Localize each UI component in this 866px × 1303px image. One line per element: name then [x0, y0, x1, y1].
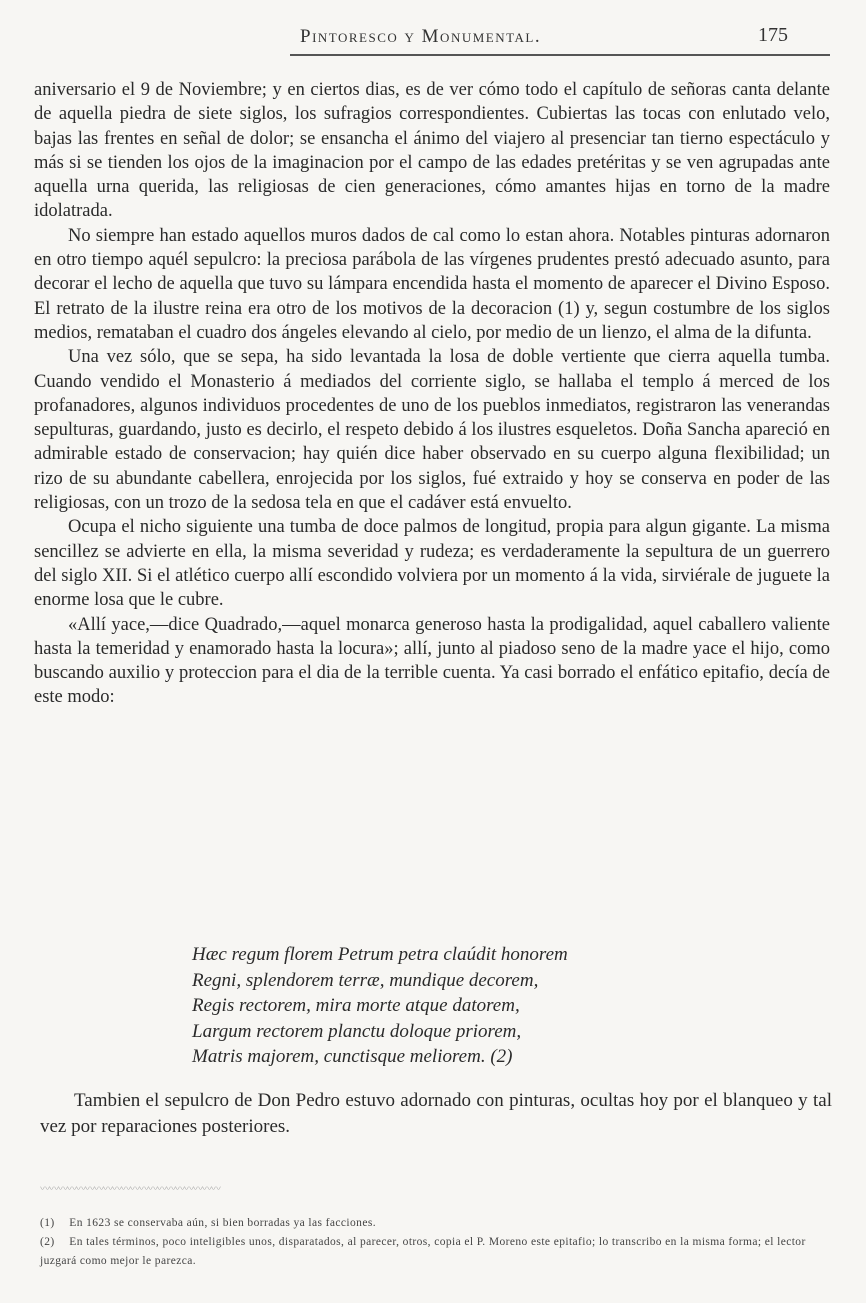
footnote-mark: (1) — [40, 1217, 55, 1229]
paragraph: «Allí yace,—dice Quadrado,—aquel monarca generoso hasta la prodigalidad, aquel caballero valiente hasta la temeridad y enamorado hasta la locura»; allí, junto al piadoso seno de la madre yace el hijo, como buscando auxilio y proteccion para el dia de la terrible cuenta. Ya casi borrado el enfático epitafio, decía de este modo: — [34, 614, 830, 708]
footnote-text: En 1623 se conservaba aún, si bien borradas ya las facciones. — [69, 1217, 376, 1229]
closing-text — [40, 1088, 832, 1140]
epitaph-verse — [192, 942, 752, 1070]
page-header — [0, 22, 866, 62]
header-rule — [290, 54, 830, 56]
verse-line: Regis rectorem, mira morte atque datorem, — [192, 995, 520, 1016]
page-number: 175 — [758, 24, 788, 46]
footnote-text: En tales términos, poco inteligibles unos, disparatados, al parecer, otros, copia el P. Moreno este epitafio; lo transcribo en la misma forma; el lector juzgará como mejor le parezca. — [40, 1236, 806, 1267]
footnotes — [40, 1214, 832, 1271]
footnote — [40, 1233, 832, 1271]
footnote-mark: (2) — [40, 1236, 55, 1248]
paragraph: Una vez sólo, que se sepa, ha sido levantada la losa de doble vertiente que cierra aquella tumba. Cuando vendido el Monasterio á mediados del corriente siglo, se hallaba el templo á merced de los profanadores, algunos individuos procedentes de uno de los pueblos inmediatos, registraron las venerandas sepulturas, guardando, justo es decirlo, el respeto debido á los ilustres esqueletos. Doña Sancha apareció en admirable estado de conservacion; hay quién dice haber observado en su cuerpo alguna flexibilidad; un rizo de su abundante cabellera, enrojecida por los siglos, fué extraido y hoy se conserva en poder de las religiosas, con un trozo de la sedosa tela en que el cadáver está envuelto. — [34, 347, 830, 514]
verse-line: Regni, splendorem terræ, mundique decorem, — [192, 969, 539, 991]
paragraph: Tambien el sepulcro de Don Pedro estuvo adornado con pinturas, ocultas hoy por el blanqueo y tal vez por reparaciones posteriores. — [40, 1090, 832, 1137]
running-title: Pintoresco y Monumental. — [300, 26, 542, 47]
footnote — [40, 1214, 832, 1233]
verse-line: Largum rectorem planctu doloque priorem, — [192, 1020, 522, 1042]
footnote-separator: 〰〰〰〰〰〰〰〰〰〰〰〰〰〰〰〰〰〰〰〰 — [40, 1184, 220, 1190]
verse-line: Matris majorem, cunctisque meliorem. (2) — [192, 1046, 513, 1067]
verse-line: Hæc regum florem Petrum petra claúdit honorem — [192, 944, 568, 965]
paragraph: Ocupa el nicho siguiente una tumba de doce palmos de longitud, propia para algun gigante. La misma sencillez se advierte en ella, la misma severidad y rudeza; es verdaderamente la sepultura de un guerrero del siglo XII. Si el atlético cuerpo allí escondido volviera por un momento á la vida, sirviérale de juguete la enorme losa que le cubre. — [34, 517, 830, 611]
main-text — [34, 78, 830, 710]
paragraph: aniversario el 9 de Noviembre; y en ciertos dias, es de ver cómo todo el capítulo de señoras canta delante de aquella piedra de siete siglos, los sufragios correspondientes. Cubiertas las tocas con enlutado velo, bajas las frentes en señal de dolor; se ensancha el ánimo del viajero al presenciar tan tierno espectáculo y más si se tienden los ojos de la imaginacion por el campo de las edades pretéritas y se ven agrupadas ante aquella urna querida, las religiosas de cien generaciones, cómo amantes hijas en torno de la madre idolatrada. — [34, 80, 830, 222]
paragraph: No siempre han estado aquellos muros dados de cal como lo estan ahora. Notables pinturas adornaron en otro tiempo aquél sepulcro: la preciosa parábola de las vírgenes prudentes prestó adecuado asunto, para decorar el lecho de aquella que tuvo su lámpara encendida hasta el momento de aparecer el Divino Esposo. El retrato de la ilustre reina era otro de los motivos de la decoracion (1) y, segun costumbre de los siglos medios, remataban el cuadro dos ángeles elevando al cielo, por medio de un lienzo, el alma de la difunta. — [34, 225, 830, 343]
